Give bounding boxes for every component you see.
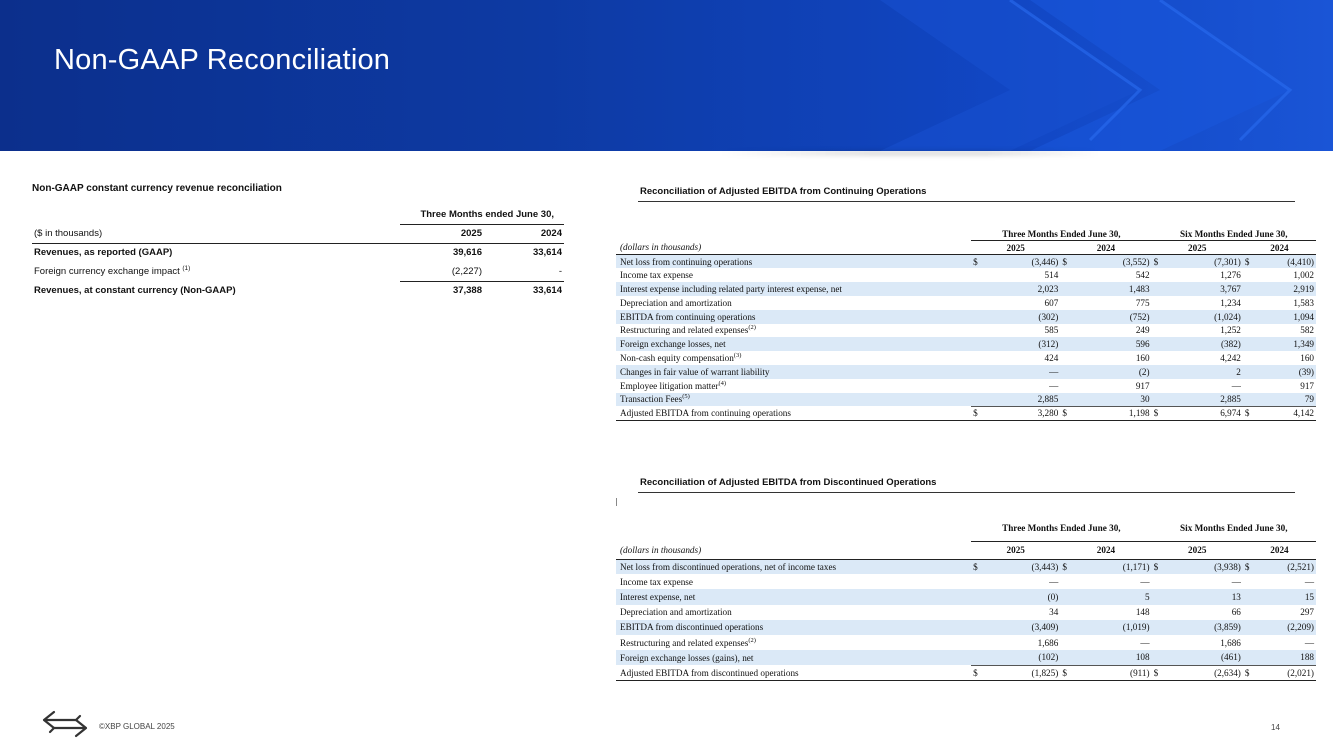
cell-value: (4,410) (1257, 255, 1316, 269)
currency-symbol (1243, 393, 1257, 407)
table-row (616, 365, 1316, 379)
cell-value: 13 (1166, 589, 1243, 604)
currency-symbol (971, 393, 985, 407)
cell-value: (2) (1075, 365, 1152, 379)
cell-value: 30 (1075, 393, 1152, 407)
currency-symbol (1243, 324, 1257, 338)
currency-symbol: $ (1243, 559, 1257, 574)
row-label-cell (616, 605, 971, 620)
row-label: Changes in fair value of warrant liability (620, 366, 770, 377)
currency-symbol: $ (1060, 559, 1074, 574)
row-label-cell (616, 255, 971, 269)
cell-value: 2,885 (1166, 393, 1243, 407)
currency-symbol (1152, 589, 1166, 604)
row-label: Foreign exchange losses, net (620, 339, 726, 350)
table-row (616, 268, 1316, 282)
currency-symbol (971, 296, 985, 310)
currency-symbol (1243, 605, 1257, 620)
cell-value: 2 (1166, 365, 1243, 379)
currency-symbol: $ (971, 559, 985, 574)
currency-symbol (971, 310, 985, 324)
continuing-section-title: Reconciliation of Adjusted EBITDA from Continuing Operations (640, 186, 927, 197)
table-row (616, 351, 1316, 365)
currency-symbol (1152, 296, 1166, 310)
currency-symbol (1060, 379, 1074, 393)
constant-currency-table (32, 205, 564, 300)
cell-value: (2,021) (1257, 665, 1316, 680)
currency-symbol (971, 379, 985, 393)
row-label-cell (616, 351, 971, 365)
cell-value: 297 (1300, 607, 1314, 618)
cell-value: 917 (1300, 380, 1314, 391)
currency-symbol (971, 337, 985, 351)
year-header: 2024 (1243, 541, 1316, 559)
table-row (616, 337, 1316, 351)
row-label: Interest expense including related party interest expense, net (620, 284, 842, 295)
footnote-ref: (1) (182, 264, 191, 272)
currency-symbol (971, 650, 985, 665)
banner-shadow (720, 150, 1100, 156)
currency-symbol (1152, 620, 1166, 635)
currency-symbol (1060, 574, 1074, 589)
table-row (616, 635, 1316, 650)
cell-value: 585 (1044, 325, 1059, 336)
page-number: 14 (1271, 723, 1280, 732)
currency-symbol (1152, 393, 1166, 407)
cell-value: (3,859) (1166, 620, 1243, 635)
cell-value: 5 (1075, 589, 1152, 604)
table-row (616, 296, 1316, 310)
currency-symbol (1243, 650, 1257, 665)
cell-value: 33,614 (532, 247, 562, 259)
year-header: 2024 (1060, 241, 1151, 255)
year-header: 2024 (1060, 541, 1151, 559)
unit-label: ($ in thousands) (32, 224, 400, 243)
cell-value: 4,242 (1220, 353, 1241, 364)
cell-value: — (1140, 576, 1150, 587)
currency-symbol (1243, 365, 1257, 379)
currency-symbol: $ (1060, 665, 1074, 680)
cell-value: 424 (1044, 353, 1059, 364)
currency-symbol (1152, 337, 1166, 351)
currency-symbol: $ (1152, 559, 1166, 574)
year-header: 2025 (1152, 541, 1243, 559)
currency-symbol (1243, 589, 1257, 604)
cell-value: 66 (1231, 607, 1241, 618)
currency-symbol (971, 365, 985, 379)
section-divider (638, 201, 1295, 202)
currency-symbol (971, 282, 985, 296)
currency-symbol (1060, 589, 1074, 604)
cell-value: 33,614 (532, 285, 562, 297)
constant-currency-title: Non-GAAP constant currency revenue reconciliation (32, 183, 282, 194)
cell-value: — (1049, 576, 1059, 587)
currency-symbol (971, 351, 985, 365)
table-row (616, 406, 1316, 420)
currency-symbol (1152, 379, 1166, 393)
table-header-row (32, 224, 564, 243)
table-header-row (616, 227, 1316, 241)
text-cursor (616, 498, 617, 506)
row-label-cell (616, 635, 971, 650)
currency-symbol (1152, 574, 1166, 589)
cell-value: — (1231, 576, 1241, 587)
row-label-cell (616, 268, 971, 282)
cell-value: (2,521) (1257, 559, 1316, 574)
cell-value: (461) (1166, 650, 1243, 665)
cell-value: (3,446) (985, 255, 1060, 269)
cell-value: (1,825) (985, 665, 1060, 680)
copyright-text: ©XBP GLOBAL 2025 (99, 722, 175, 731)
footnote-ref: (5) (682, 393, 690, 401)
currency-symbol: $ (1243, 406, 1257, 420)
currency-symbol (1152, 351, 1166, 365)
currency-symbol: $ (971, 255, 985, 269)
table-row (616, 650, 1316, 665)
period-header-three-months: Three Months Ended June 30, (971, 515, 1152, 541)
cell-value: (3,552) (1075, 255, 1152, 269)
row-label: Restructuring and related expenses (620, 637, 749, 648)
currency-symbol (1060, 310, 1074, 324)
row-label: Net loss from continuing operations (620, 256, 753, 267)
currency-symbol (1060, 650, 1074, 665)
header-banner (0, 0, 1333, 151)
table-row (616, 665, 1316, 680)
cell-value: — (1049, 380, 1059, 391)
currency-symbol: $ (1152, 255, 1166, 269)
continuing-ebitda-table (616, 227, 1316, 421)
cell-value: (7,301) (1166, 255, 1243, 269)
row-label: Income tax expense (620, 576, 693, 587)
currency-symbol (1060, 393, 1074, 407)
section-divider (638, 492, 1295, 493)
currency-symbol (1060, 268, 1074, 282)
cell-value: 1,686 (1220, 637, 1241, 648)
table-row (32, 281, 564, 300)
cell-value: — (1231, 380, 1241, 391)
xbp-logo-icon (40, 708, 90, 740)
row-label-cell (616, 282, 971, 296)
cell-value: 1,276 (1220, 270, 1241, 281)
year-header: 2025 (1152, 241, 1243, 255)
table-row (616, 255, 1316, 269)
currency-symbol (971, 574, 985, 589)
currency-symbol: $ (1060, 255, 1074, 269)
cell-value: 79 (1257, 393, 1316, 407)
cell-value: 1,002 (1293, 270, 1314, 281)
cell-value: 1,349 (1257, 337, 1316, 351)
cell-value: 15 (1257, 589, 1316, 604)
row-label-cell (616, 337, 971, 351)
row-label-cell (616, 324, 971, 338)
currency-symbol (971, 589, 985, 604)
table-header-row (616, 541, 1316, 559)
cell-value: (1,019) (1075, 620, 1152, 635)
cell-value: — (985, 365, 1060, 379)
cell-value: 2,885 (985, 393, 1060, 407)
currency-symbol (1243, 337, 1257, 351)
row-label-cell (616, 406, 971, 420)
currency-symbol (1060, 324, 1074, 338)
cell-value: (2,209) (1257, 620, 1316, 635)
table-row (616, 324, 1316, 338)
currency-symbol (1243, 574, 1257, 589)
cell-value: (0) (985, 589, 1060, 604)
year-header: 2024 (1243, 241, 1316, 255)
cell-value: (1,024) (1166, 310, 1243, 324)
row-label: Revenues, at constant currency (Non-GAAP) (34, 285, 236, 296)
cell-value: 6,974 (1166, 406, 1243, 420)
cell-value: 148 (1135, 607, 1150, 618)
cell-value: (2,634) (1166, 665, 1243, 680)
row-label: Interest expense, net (620, 591, 696, 602)
constant-currency-section (32, 183, 564, 300)
currency-symbol (1152, 650, 1166, 665)
cell-value: (102) (985, 650, 1060, 665)
currency-symbol (1060, 351, 1074, 365)
row-label: EBITDA from continuing operations (620, 311, 756, 322)
cell-value: 160 (1135, 353, 1150, 364)
year-header: 2024 (484, 224, 564, 243)
row-label: Restructuring and related expenses (620, 325, 749, 336)
currency-symbol: $ (971, 665, 985, 680)
cell-value: 542 (1135, 270, 1150, 281)
cell-value: 39,616 (452, 247, 482, 259)
currency-symbol (1243, 296, 1257, 310)
cell-value: (1,171) (1075, 559, 1152, 574)
table-row (616, 559, 1316, 574)
row-label: Net loss from discontinued operations, net of income taxes (620, 561, 837, 572)
table-row (616, 393, 1316, 407)
cell-value: 917 (1135, 380, 1150, 391)
currency-symbol (1243, 379, 1257, 393)
cell-value: 1,198 (1075, 406, 1152, 420)
cell-value: 3,280 (985, 406, 1060, 420)
period-header-six-months: Six Months Ended June 30, (1152, 227, 1316, 241)
cell-value: (312) (985, 337, 1060, 351)
row-label-cell (616, 310, 971, 324)
row-label-cell (616, 650, 971, 665)
cell-value: - (484, 262, 564, 281)
row-label: Foreign currency exchange impact (34, 266, 180, 277)
table-row (616, 620, 1316, 635)
row-label: Non-cash equity compensation (620, 353, 734, 364)
cell-value: 249 (1135, 325, 1150, 336)
cell-value: 1,234 (1220, 297, 1241, 308)
currency-symbol (971, 324, 985, 338)
cell-value: — (1140, 637, 1150, 648)
currency-symbol: $ (971, 406, 985, 420)
row-label-cell (616, 665, 971, 680)
row-label-cell (32, 262, 400, 281)
row-label: Depreciation and amortization (620, 607, 732, 618)
currency-symbol (1152, 282, 1166, 296)
table-row (616, 574, 1316, 589)
row-label: Depreciation and amortization (620, 297, 732, 308)
cell-value: (911) (1075, 665, 1152, 680)
year-header: 2025 (971, 241, 1060, 255)
table-row (616, 605, 1316, 620)
cell-value: 1,583 (1293, 297, 1314, 308)
table-header-row (616, 241, 1316, 255)
footnote-ref: (4) (718, 379, 727, 387)
cell-value: 1,094 (1257, 310, 1316, 324)
cell-value: 596 (1075, 337, 1152, 351)
table-header-row (32, 205, 564, 224)
period-header: Three Months ended June 30, (400, 205, 564, 224)
cell-value: 2,919 (1257, 282, 1316, 296)
currency-symbol (1152, 310, 1166, 324)
currency-symbol (971, 635, 985, 650)
currency-symbol (1152, 635, 1166, 650)
discontinued-section-title: Reconciliation of Adjusted EBITDA from Discontinued Operations (640, 477, 937, 488)
cell-value: — (1304, 637, 1314, 648)
table-row (616, 282, 1316, 296)
cell-value: (752) (1075, 310, 1152, 324)
currency-symbol (1152, 268, 1166, 282)
cell-value: 1,252 (1220, 325, 1241, 336)
table-row (616, 589, 1316, 604)
currency-symbol (1060, 605, 1074, 620)
period-header-three-months: Three Months Ended June 30, (971, 227, 1152, 241)
currency-symbol (1152, 605, 1166, 620)
cell-value: 37,388 (452, 285, 482, 297)
row-label-cell (616, 620, 971, 635)
table-row (32, 243, 564, 262)
year-header: 2025 (400, 224, 484, 243)
currency-symbol (1060, 620, 1074, 635)
row-label: Employee litigation matter (620, 380, 719, 391)
cell-value: (302) (985, 310, 1060, 324)
currency-symbol: $ (1152, 665, 1166, 680)
cell-value: (3,443) (985, 559, 1060, 574)
row-label: Transaction Fees (620, 394, 683, 405)
cell-value: 160 (1300, 353, 1314, 364)
currency-symbol: $ (1060, 406, 1074, 420)
footnote-ref: (2) (748, 636, 756, 644)
cell-value: 582 (1300, 325, 1314, 336)
currency-symbol (1060, 282, 1074, 296)
table-row (32, 262, 564, 281)
currency-symbol (1243, 268, 1257, 282)
row-label-cell (616, 296, 971, 310)
cell-value: 1,483 (1075, 282, 1152, 296)
cell-value: (382) (1166, 337, 1243, 351)
footnote-ref: (3) (733, 352, 742, 359)
currency-symbol: $ (1243, 665, 1257, 680)
cell-value: 2,023 (985, 282, 1060, 296)
unit-label: (dollars in thousands) (616, 541, 971, 559)
footnote-ref: (2) (748, 324, 756, 332)
currency-symbol (1152, 324, 1166, 338)
currency-symbol (1243, 620, 1257, 635)
table-row (616, 379, 1316, 393)
cell-value: — (1304, 576, 1314, 587)
currency-symbol (1060, 296, 1074, 310)
currency-symbol (1152, 365, 1166, 379)
cell-value: 188 (1257, 650, 1316, 665)
year-header: 2025 (971, 541, 1060, 559)
currency-symbol (1243, 310, 1257, 324)
cell-value: (3,938) (1166, 559, 1243, 574)
cell-value: (2,227) (400, 262, 484, 281)
row-label-cell (616, 393, 971, 407)
currency-symbol (1243, 635, 1257, 650)
cell-value: (39) (1257, 365, 1316, 379)
currency-symbol (971, 620, 985, 635)
currency-symbol (1060, 365, 1074, 379)
row-label: Foreign exchange losses (gains), net (620, 652, 754, 663)
table-row (616, 310, 1316, 324)
row-label-cell (616, 589, 971, 604)
currency-symbol (1243, 282, 1257, 296)
currency-symbol (1060, 337, 1074, 351)
unit-label: (dollars in thousands) (616, 241, 971, 255)
row-label-cell (616, 379, 971, 393)
cell-value: 775 (1135, 297, 1150, 308)
currency-symbol (1060, 635, 1074, 650)
table-header-row (616, 515, 1316, 541)
currency-symbol (971, 268, 985, 282)
cell-value: 3,767 (1166, 282, 1243, 296)
row-label-cell (616, 574, 971, 589)
cell-value: 108 (1075, 650, 1152, 665)
currency-symbol: $ (1243, 255, 1257, 269)
row-label: EBITDA from discontinued operations (620, 622, 764, 633)
row-label: Adjusted EBITDA from continuing operations (620, 408, 791, 418)
page-title: Non-GAAP Reconciliation (54, 44, 391, 76)
period-header-six-months: Six Months Ended June 30, (1152, 515, 1316, 541)
row-label-cell (616, 559, 971, 574)
cell-value: (3,409) (985, 620, 1060, 635)
row-label-cell (616, 365, 971, 379)
currency-symbol (971, 605, 985, 620)
discontinued-ebitda-table (616, 515, 1316, 681)
currency-symbol: $ (1152, 406, 1166, 420)
cell-value: 514 (1044, 270, 1059, 281)
row-label: Income tax expense (620, 270, 693, 281)
row-label: Revenues, as reported (GAAP) (34, 247, 173, 259)
cell-value: 34 (1049, 607, 1059, 618)
cell-value: 607 (1044, 297, 1059, 308)
cell-value: 1,686 (1037, 637, 1059, 648)
currency-symbol (1243, 351, 1257, 365)
row-label: Adjusted EBITDA from discontinued operations (620, 667, 799, 678)
cell-value: 4,142 (1257, 406, 1316, 420)
